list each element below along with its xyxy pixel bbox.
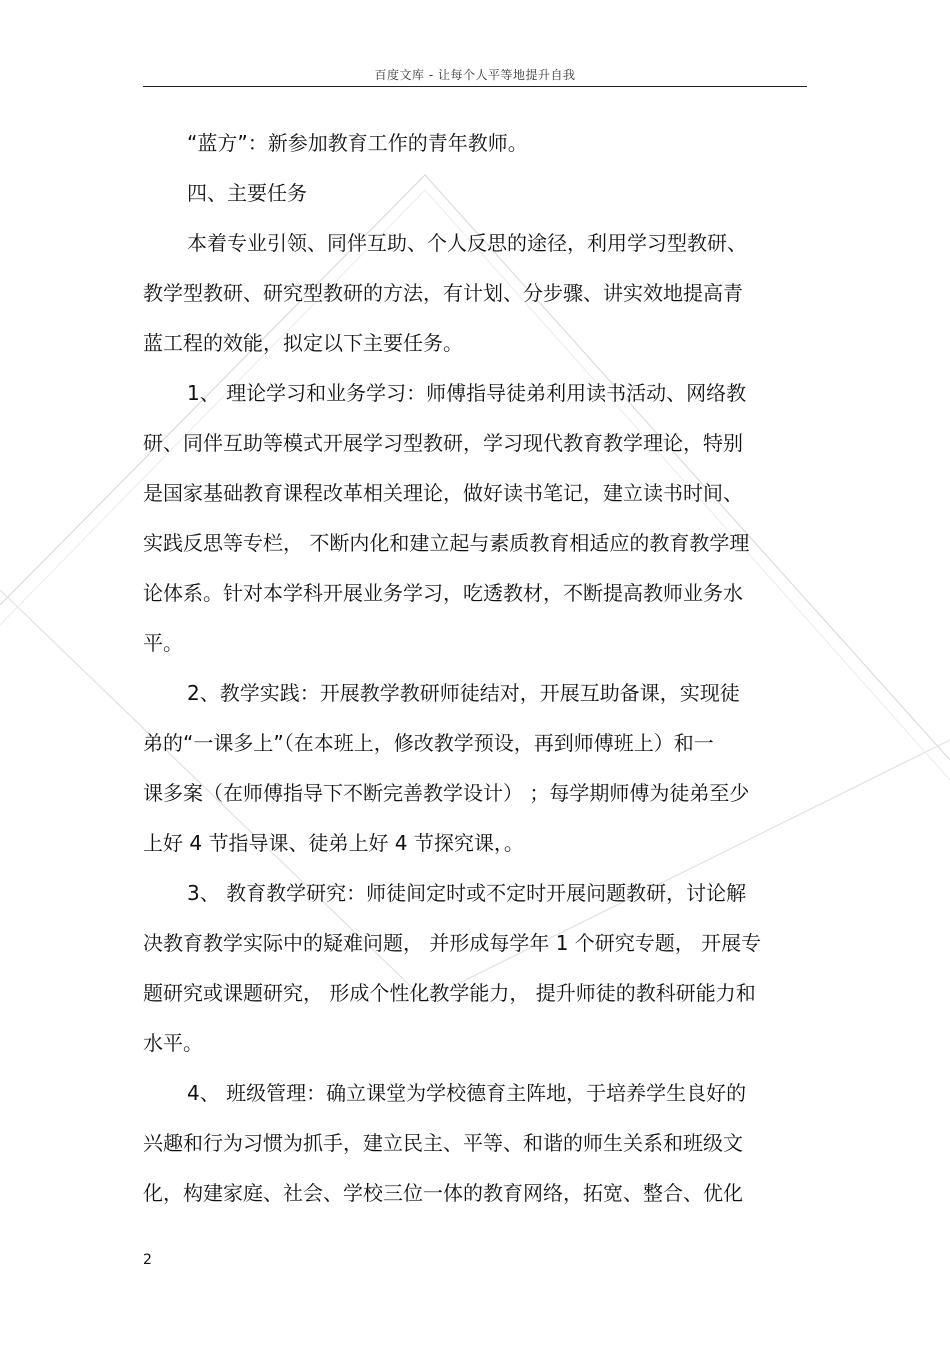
text-line: 实践反思等专栏， 不断内化和建立起与素质教育相适应的教育教学理: [143, 531, 750, 555]
text-line: 2、教学实践：开展教学教研师徒结对，开展互助备课，实现徒: [187, 681, 740, 705]
text-line: 研、同伴互助等模式开展学习型教研，学习现代教育教学理论，特别: [143, 431, 743, 455]
text-line: 课多案（在师傅指导下不断完善教学设计） ；每学期师傅为徒弟至少: [143, 781, 750, 805]
text-line: 弟的“一课多上”（在本班上，修改教学预设，再到师傅班上）和一: [143, 731, 714, 755]
text-line: 论体系。针对本学科开展业务学习，吃透教材，不断提高教师业务水: [143, 581, 743, 605]
page-header: 百度文库 - 让每个人平等地提升自我: [374, 68, 576, 82]
text-line: “蓝方”：新参加教育工作的青年教师。: [187, 131, 528, 155]
text-line: 1、 理论学习和业务学习：师傅指导徒弟利用读书活动、网络教: [187, 381, 747, 405]
text-line: 是国家基础教育课程改革相关理论，做好读书笔记，建立读书时间、: [143, 481, 743, 505]
header-divider: [143, 86, 807, 87]
text-line: 平。: [143, 631, 183, 655]
text-line: 蓝工程的效能，拟定以下主要任务。: [143, 331, 463, 355]
text-line: 教学型教研、研究型教研的方法，有计划、分步骤、讲实效地提高青: [143, 281, 743, 305]
text-line: 4、 班级管理：确立课堂为学校德育主阵地，于培养学生良好的: [187, 1081, 747, 1105]
text-line: 3、 教育教学研究：师徒间定时或不定时开展问题教研，讨论解: [187, 881, 747, 905]
text-line: 题研究或课题研究， 形成个性化教学能力， 提升师徒的教科研能力和: [143, 981, 756, 1005]
text-line: 决教育教学实际中的疑难问题， 并形成每学年 1 个研究专题， 开展专: [143, 931, 762, 955]
page-number: 2: [143, 1252, 152, 1268]
text-line: 上好 4 节指导课、徒弟上好 4 节探究课，。: [143, 831, 524, 855]
text-line: 本着专业引领、同伴互助、个人反思的途径，利用学习型教研、: [187, 231, 747, 255]
text-line: 水平。: [143, 1031, 203, 1055]
section-heading: 四、主要任务: [187, 181, 307, 205]
text-line: 化，构建家庭、社会、学校三位一体的教育网络，拓宽、整合、优化: [143, 1181, 743, 1205]
text-line: 兴趣和行为习惯为抓手，建立民主、平等、和谐的师生关系和班级文: [143, 1131, 743, 1155]
